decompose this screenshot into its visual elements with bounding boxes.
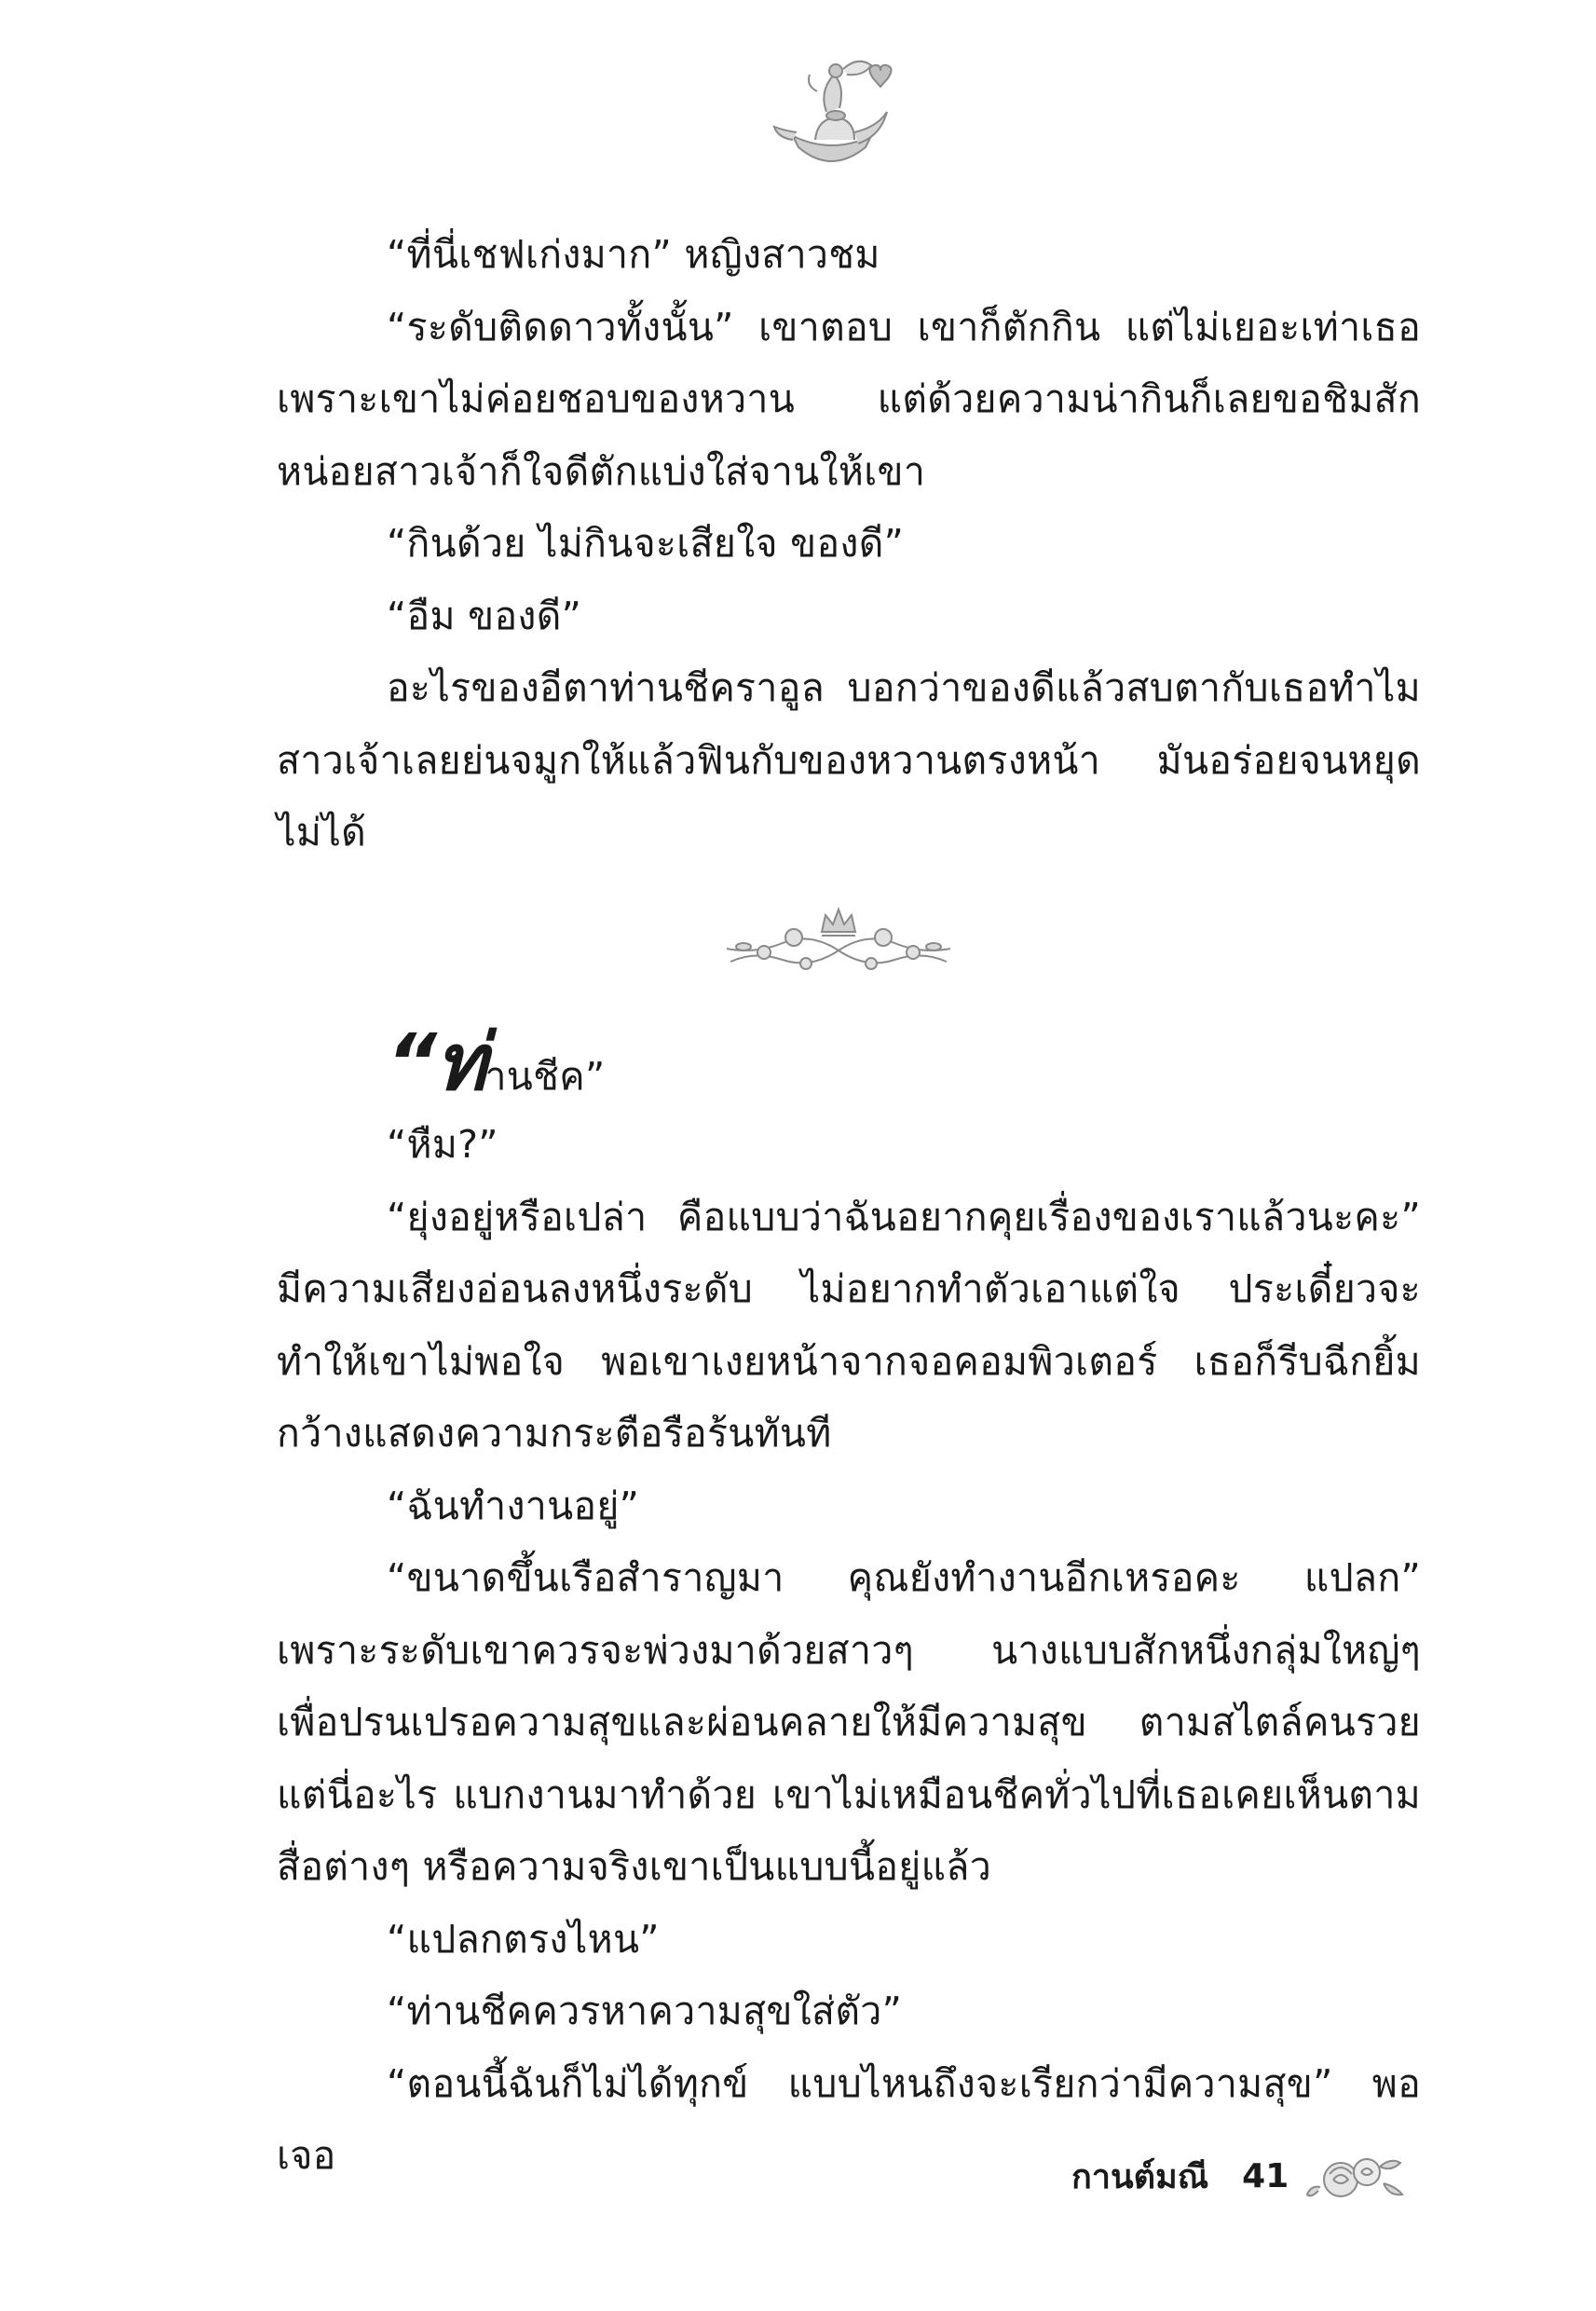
crown-floral-divider-icon [708, 895, 969, 997]
chapter-opening-line [387, 1016, 1421, 1109]
paragraph: อะไรของอีตาท่านชีคราอูล บอกว่าของดีแล้วสบตากับเธอทำไมสาวเจ้าเลยย่นจมูกให้แล้วฟินกับของหวานตรงหน้า มันอร่อยจนหยุดไม่ได้ [277, 665, 1421, 855]
paragraph: “หืม?” [387, 1122, 498, 1167]
paragraph: “ที่นี่เชฟเก่งมาก” หญิงสาวชม [387, 232, 880, 277]
paragraph: “ท่านชีคควรหาความสุขใส่ตัว” [387, 1989, 903, 2033]
genie-lamp-heart-icon [761, 54, 901, 180]
drop-cap-rest: านชีค” [484, 1054, 606, 1099]
paragraph: “ยุ่งอยู่หรือเปล่า คือแบบว่าฉันอยากคุยเรื่องของเราแล้วนะคะ” มีความเสียงอ่อนลงหนึ่งระดับ ไม่อยากทำตัวเอาแต่ใจ ประเดี๋ยวจะทำให้เขาไม่พอใจ พอเขาเงยหน้าจากจอคอมพิวเตอร์ เธอก็รีบฉีกยิ้มกว้างแสดงความกระตือรือร้นทันที [277, 1194, 1421, 1456]
paragraph: “ตอนนี้ฉันก็ไม่ได้ทุกข์ แบบไหนถึงจะเรียกว่ามีความสุข” พอเจอ [277, 2060, 1421, 2178]
author-name: กานต์มณี [1071, 2157, 1209, 2196]
paragraph: “ระดับติดดาวทั้งนั้น” เขาตอบ เขาก็ตักกิน แต่ไม่เยอะเท่าเธอเพราะเขาไม่ค่อยชอบของหวาน แต่ด้วยความน่ากินก็เลยขอชิมสักหน่อยสาวเจ้าก็ใจดีตักแบ่งใส่จานให้เขา [277, 304, 1421, 494]
paragraph: “ขนาดขึ้นเรือสำราญมา คุณยังทำงานอีกเหรอคะ แปลก” เพราะระดับเขาควรจะพ่วงมาด้วยสาวๆ นางแบบสักหนึ่งกลุ่มใหญ่ๆ เพื่อปรนเปรอความสุขและผ่อนคลายให้มีความสุข ตามสไตล์คนรวย แต่นี่อะไร แบกงานมาทำด้วย เขาไม่เหมือนชีคทั่วไปที่เธอเคยเห็นตามสื่อต่างๆ หรือความจริงเขาเป็นแบบนี้อยู่แล้ว [277, 1555, 1421, 1889]
text-block-upper [277, 219, 1421, 869]
drop-cap: “ท่ [387, 1017, 485, 1108]
paragraph: “ฉันทำงานอยู่” [387, 1483, 640, 1528]
paragraph: “กินด้วย ไม่กินจะเสียใจ ของดี” [387, 521, 905, 566]
page-number: 41 [1242, 2156, 1289, 2195]
paragraph: “อืม ของดี” [387, 593, 582, 638]
rose-icon [1305, 2139, 1408, 2213]
page-footer [1071, 2148, 1408, 2204]
paragraph: “แปลกตรงไหน” [387, 1916, 660, 1962]
text-block-lower [277, 1016, 1421, 2193]
